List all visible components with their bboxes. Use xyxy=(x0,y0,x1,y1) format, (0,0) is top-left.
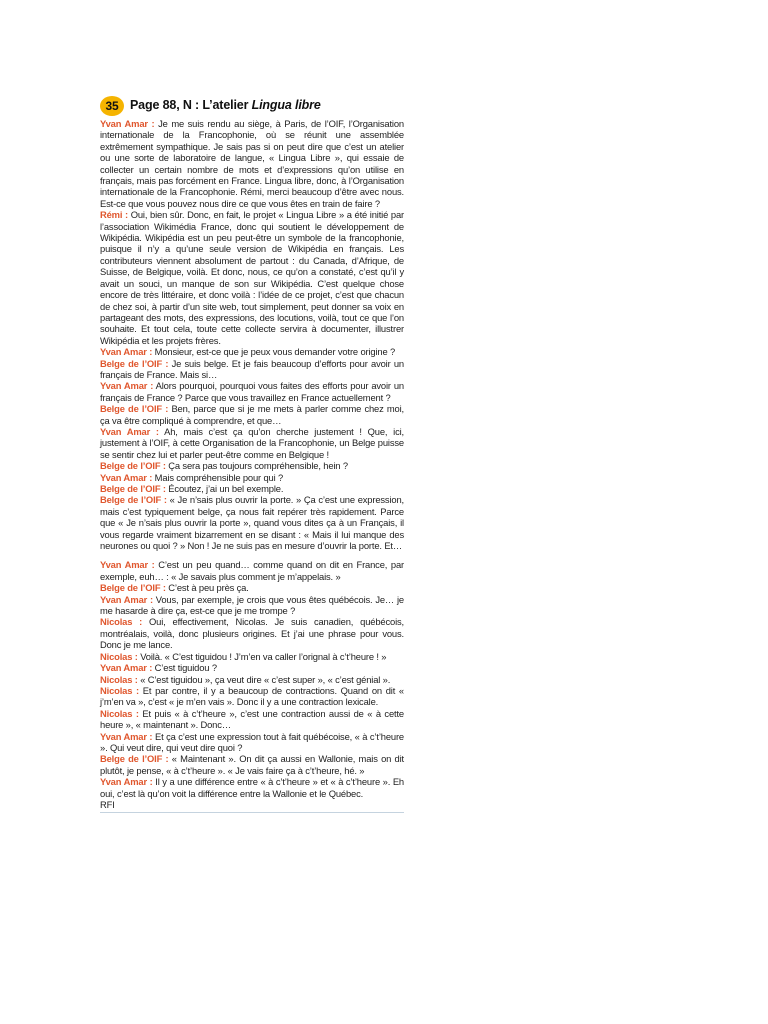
speaker-name: Yvan Amar : xyxy=(100,776,153,788)
speaker-name: Belge de l’OIF : xyxy=(100,483,166,494)
turn-text: Ben, parce que si je me mets à parler comme chez moi, ça va être compliqué à comprendre, et que… xyxy=(100,403,404,426)
dialogue-turn xyxy=(100,346,404,357)
dialogue-turn xyxy=(100,594,404,617)
turn-text: Écoutez, j’ai un bel exemple. xyxy=(165,483,284,494)
speaker-name: Yvan Amar : xyxy=(100,118,155,129)
speaker-name: Belge de l’OIF : xyxy=(100,753,169,765)
transcript xyxy=(100,118,404,799)
turn-text: Oui, bien sûr. Donc, en fait, le projet « Lingua Libre » a été initié par l’association Wikimédia France, donc qui soutient le développement de Wikipédia. Wikipédia est un peu peut-être un symbole de la francophonie, puisque il n’y a qu’une seule version de Wikipédia en français. Les contributeurs viennent absolument de partout : du Canada, d’Afrique, de Suisse, de Belgique, voilà. Et donc, nous, ce qu’on a constaté, c’est qu’il y avait un souci, un manque de son sur Wikipédia. C’est quelque chose encore de très littéraire, et donc voilà : l’idée de ce projet, c’est que chacun de chez soi, à partir d’un site web, tout simplement, peut donner sa voix en partageant des mots, des expressions, des locutions, voilà, tout ce que l’on souhaite. Et tout cela, toute cette collecte servira à documenter, illustrer Wikipédia et les projets frères. xyxy=(100,209,404,346)
dialogue-turn xyxy=(100,483,404,494)
speaker-name: Rémi : xyxy=(100,209,129,221)
turn-text: « Maintenant ». On dit ça aussi en Wallonie, mais on dit plutôt, je pense, « à c’t’heure ». « Je vais faire ça à c’t’heure, hé. » xyxy=(100,753,404,776)
dialogue-turn xyxy=(100,494,404,551)
dialogue-turn xyxy=(100,118,404,209)
dialogue-turn xyxy=(100,674,404,685)
speaker-name: Yvan Amar : xyxy=(100,471,153,483)
turn-text: Oui, effectivement, Nicolas. Je suis canadien, québécois, montréalais, voilà, donc plusieurs origines. Et j’ai une phrase pour vous. Donc je me lance. xyxy=(100,616,404,651)
dialogue-turn xyxy=(100,472,404,483)
dialogue-turn xyxy=(100,209,404,346)
dialogue-turn xyxy=(100,358,404,381)
dialogue-turn xyxy=(100,380,404,403)
source-credit: RFI xyxy=(100,798,115,810)
title-prefix: Page 88, N : L’atelier xyxy=(130,98,252,113)
dialogue-turn xyxy=(100,662,404,673)
dialogue-turn xyxy=(100,753,404,776)
speaker-name: Yvan Amar : xyxy=(100,559,155,571)
turn-text: C’est tiguidou ? xyxy=(152,662,217,674)
turn-text: Ça sera pas toujours compréhensible, hein ? xyxy=(165,460,348,472)
turn-text: Mais compréhensible pour qui ? xyxy=(152,471,284,483)
turn-text: Voilà. « C’est tiguidou ! J’m’en va caller l’orignal à c’t’heure ! » xyxy=(137,650,387,662)
dialogue-turn xyxy=(100,708,404,731)
turn-text: Vous, par exemple, je crois que vous êtes québécois. Je… je me hasarde à dire ça, est-ce que je me trompe ? xyxy=(100,593,404,617)
turn-text: « C’est tiguidou », ça veut dire « c’est super », « c’est génial ». xyxy=(137,673,391,685)
turn-text: « Je n’sais plus ouvrir la porte. » Ça c’est une expression, mais c’est typiquement belge, ça nous fait repérer très rapidement. Parce que « Je n’sais plus ouvrir la porte », quand vous dites ça à un Français, il vous regarde vraiment bizarrement en se disant : « Mais il lui manque des neurones ou quoi ? » Non ! Je ne suis pas en mesure d’ouvrir la porte. Et… xyxy=(100,494,404,552)
dialogue-turn xyxy=(100,426,404,460)
speaker-name: Yvan Amar : xyxy=(100,346,153,358)
turn-text: Je suis belge. Et je fais beaucoup d’efforts pour avoir un français de France. Mais si… xyxy=(100,357,404,380)
dialogue-turn xyxy=(100,731,404,754)
speaker-name: Belge de l’OIF : xyxy=(100,582,166,594)
dialogue-turn xyxy=(100,776,404,799)
speaker-name: Nicolas : xyxy=(100,707,139,719)
turn-text: Et par contre, il y a beaucoup de contractions. Quand on dit « j’m’en va », c’est « je m’en vais ». Donc il y a une contraction lexicale. xyxy=(100,684,404,708)
dialogue-turn xyxy=(100,559,404,582)
speaker-name: Yvan Amar : xyxy=(100,425,159,437)
turn-text: C’est à peu près ça. xyxy=(165,582,249,594)
title-italic: Lingua libre xyxy=(251,98,321,113)
speaker-name: Yvan Amar : xyxy=(100,593,153,605)
speaker-name: Nicolas : xyxy=(100,673,138,685)
speaker-name: Belge de l’OIF : xyxy=(100,357,169,369)
turn-text: Il y a une différence entre « à c’t’heure » et « à c’t’heure ». Eh oui, c’est là qu’on voit la différence entre la Wallonie et le Québec. xyxy=(100,776,404,799)
dialogue-turn xyxy=(100,616,404,650)
speaker-name: Yvan Amar : xyxy=(100,662,153,674)
section-header xyxy=(100,94,404,118)
turn-text: Monsieur, est-ce que je peux vous demander votre origine ? xyxy=(152,346,396,358)
track-number-badge: 35 xyxy=(100,96,124,116)
turn-text: C’est un peu quand… comme quand on dit en France, par exemple, euh… : « Je savais plus comment je m’appelais. » xyxy=(100,559,404,582)
turn-text: Alors pourquoi, pourquoi vous faites des efforts pour avoir un français de France ? Parce que vous travaillez en France actuellement ? xyxy=(100,380,404,403)
dialogue-turn xyxy=(100,460,404,471)
turn-text: Je me suis rendu au siège, à Paris, de l’OIF, l’Organisation internationale de la Francophonie, où se réunit une assemblée extrêmement sympathique. Je sais pas si on peut dire que c’est un atelier ou une sorte de laboratoire de langue, « Lingua Libre », qui essaie de collecter un certain nombre de mots et d’expressions qu’on utilise en français, mais pas forcément en France. Lingua libre, donc, à l’Organisation internationale de la Francophonie. Rémi, merci beaucoup d’être avec nous. Est-ce que vous pouvez nous dire ce que vous êtes en train de faire ? xyxy=(100,118,404,209)
paragraph-gap xyxy=(100,551,404,559)
document-page xyxy=(100,94,404,813)
dialogue-turn xyxy=(100,651,404,662)
dialogue-turn xyxy=(100,685,404,708)
speaker-name: Nicolas : xyxy=(100,684,140,696)
turn-text: Ah, mais c’est ça qu’on cherche justement ! Que, ici, justement à l’OIF, à cette Organisation de la Francophonie, un Belge puisse se sentir chez lui et parler peut-être comme en Belgique ! xyxy=(100,425,404,460)
speaker-name: Nicolas : xyxy=(100,650,138,662)
speaker-name: Yvan Amar : xyxy=(100,380,154,392)
speaker-name: Belge de l’OIF : xyxy=(100,494,167,506)
turn-text: Et puis « à c’t’heure », c’est une contraction aussi de « à cette heure », « maintenant ». Donc… xyxy=(100,707,404,731)
speaker-name: Nicolas : xyxy=(100,616,143,628)
speaker-name: Belge de l’OIF : xyxy=(100,403,169,415)
dialogue-turn xyxy=(100,403,404,426)
speaker-name: Belge de l’OIF : xyxy=(100,460,166,472)
turn-text: Et ça c’est une expression tout à fait québécoise, « à c’t’heure ». Qui veut dire, qui veut dire quoi ? xyxy=(100,730,404,753)
speaker-name: Yvan Amar : xyxy=(100,730,153,742)
dialogue-turn xyxy=(100,582,404,593)
bottom-divider xyxy=(100,812,404,813)
section-title xyxy=(130,100,321,111)
